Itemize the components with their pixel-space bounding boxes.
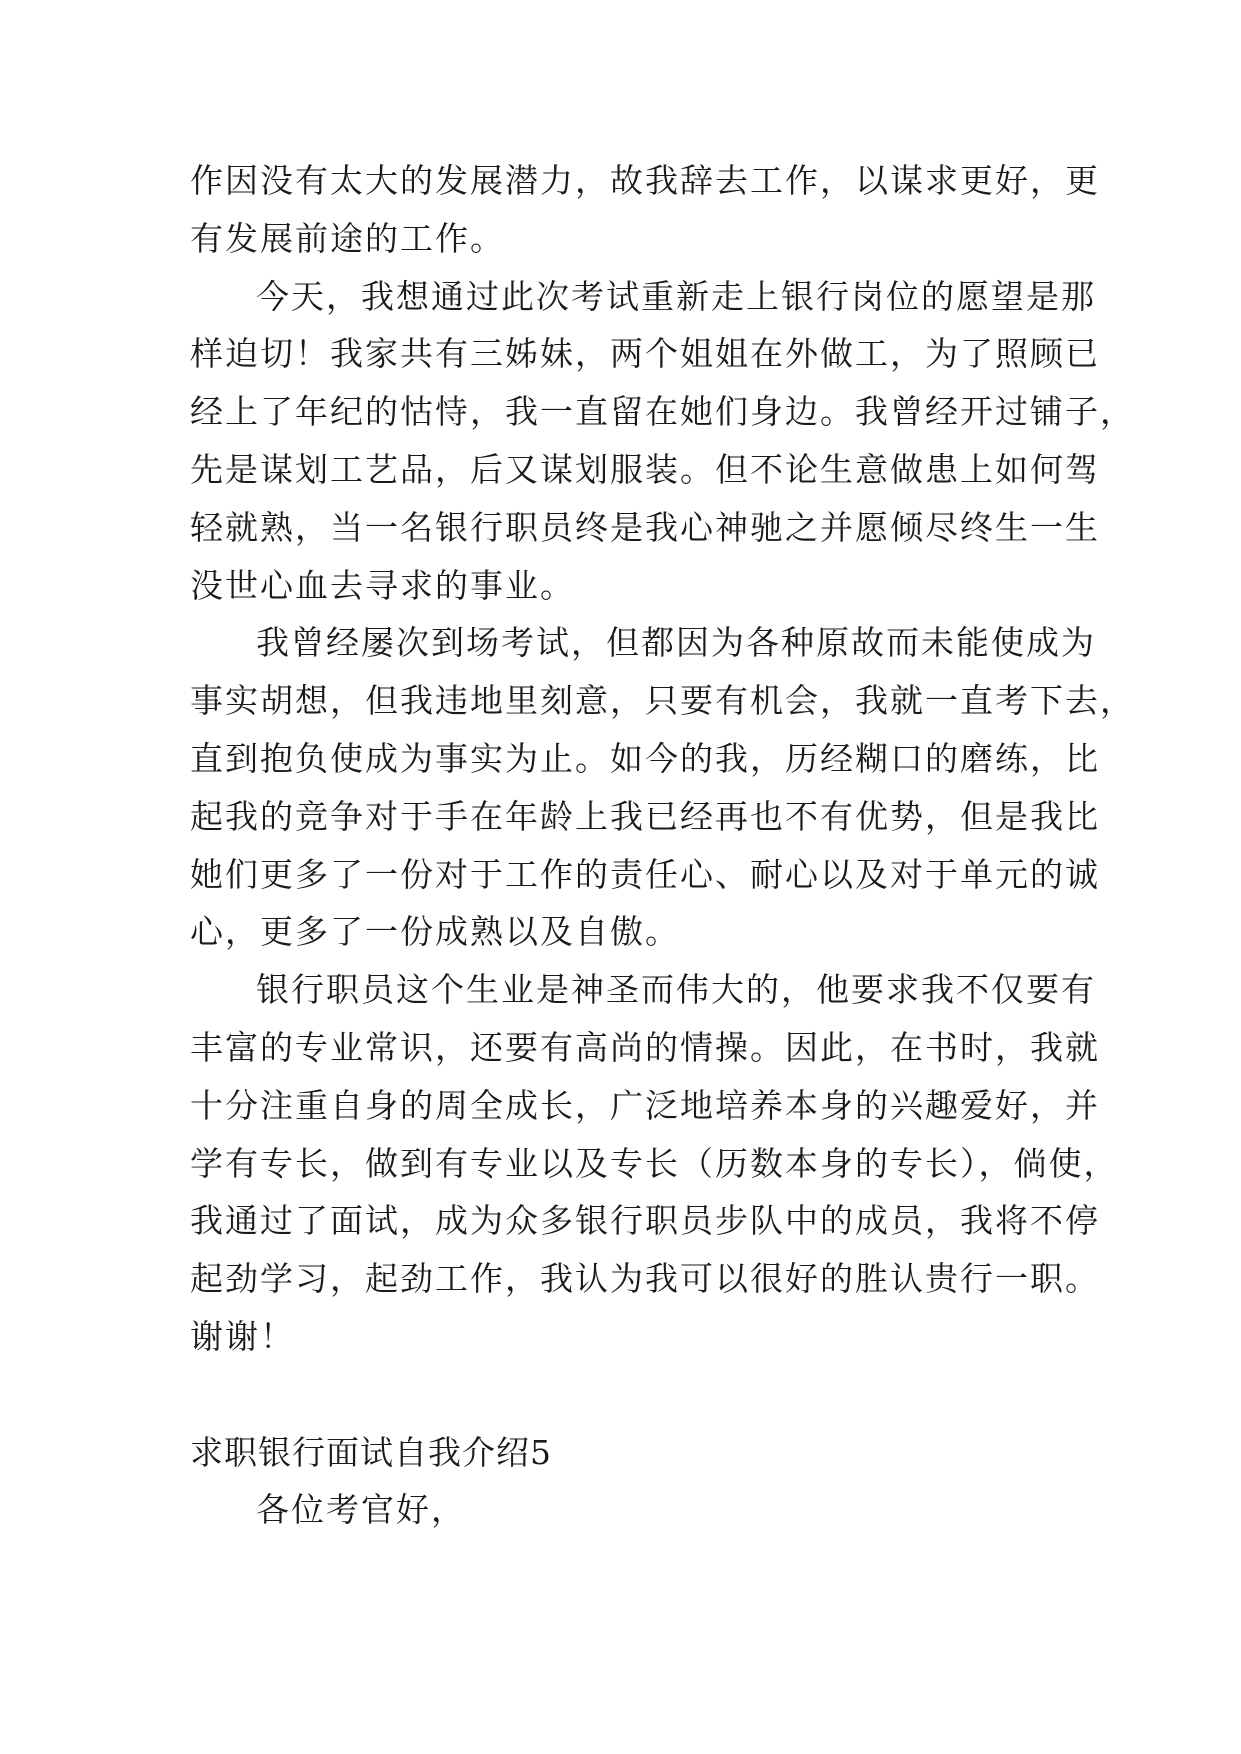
text-line: 先是谋划工艺品，后又谋划服装。但不论生意做患上如何驾 — [190, 449, 1100, 489]
paragraph-profession — [190, 961, 1119, 1366]
text-line: 心，更多了一份成熟以及自傲。 — [190, 912, 680, 952]
document-body — [190, 152, 1135, 1539]
text-line: 她们更多了一份对于工作的责任心、耐心以及对于单元的诚 — [190, 854, 1100, 894]
text-line: 事实胡想，但我违地里刻意，只要有机会，我就一直考下去， — [190, 681, 1135, 721]
text-line: 起我的竞争对于手在年龄上我已经再也不有优势，但是我比 — [190, 796, 1100, 836]
text-line: 丰富的专业常识，还要有高尚的情操。因此，在书时，我就 — [190, 1027, 1100, 1067]
paragraph-exams — [190, 614, 1135, 961]
text-line: 银行职员这个生业是神圣而伟大的，他要求我不仅要有 — [256, 970, 1096, 1010]
text-line: 十分注重自身的周全成长，广泛地培养本身的兴趣爱好，并 — [190, 1085, 1100, 1125]
text-line: 谢谢！ — [190, 1316, 295, 1356]
blank-line — [190, 1366, 1070, 1424]
text-line: 有发展前途的工作。 — [190, 218, 505, 258]
text-line: 学有专长，做到有专业以及专长（历数本身的专长），倘使， — [190, 1143, 1119, 1183]
text-line: 我曾经屡次到场考试，但都因为各种原故而未能使成为 — [256, 623, 1096, 663]
text-line: 起劲学习，起劲工作，我认为我可以很好的胜认贵行一职。 — [190, 1259, 1100, 1299]
paragraph-today — [190, 268, 1135, 615]
text-line: 今天，我想通过此次考试重新走上银行岗位的愿望是那 — [256, 276, 1096, 316]
text-line: 直到抱负使成为事实为止。如今的我，历经糊口的磨练，比 — [190, 738, 1100, 778]
text-line: 经上了年纪的怙恃，我一直留在她们身边。我曾经开过铺子， — [190, 392, 1135, 432]
paragraph-continuation — [190, 152, 1100, 268]
text-line: 样迫切！我家共有三姊妹，两个姐姐在外做工，为了照顾已 — [190, 334, 1100, 374]
greeting: 各位考官好， — [256, 1490, 466, 1530]
text-line: 作因没有太大的发展潜力，故我辞去工作，以谋求更好，更 — [190, 161, 1100, 200]
text-line: 我通过了面试，成为众多银行职员步队中的成员，我将不停 — [190, 1201, 1100, 1241]
section-title: 求职银行面试自我介绍5 — [190, 1432, 552, 1472]
text-line: 没世心血去寻求的事业。 — [190, 565, 575, 605]
text-line: 轻就熟，当一名银行职员终是我心神驰之并愿倾尽终生一生 — [190, 507, 1100, 547]
